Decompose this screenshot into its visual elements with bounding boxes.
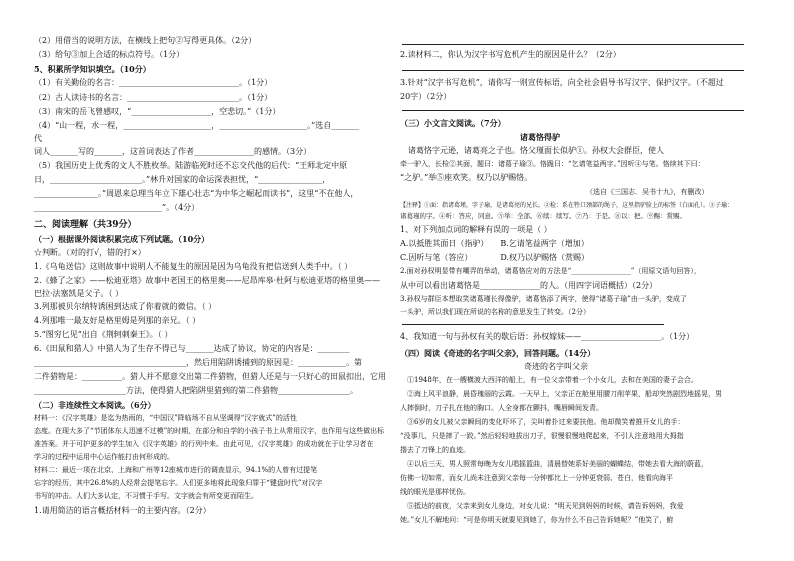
classical-q1-ab: A.以抵胜其面日（指驴） B.乞请笔益两字（增加） — [400, 239, 589, 248]
classical-line3: “之驴。”举⑤座欢笑。权乃以驴赐恪。 — [400, 173, 533, 182]
fill-4b: 代 — [34, 134, 42, 143]
answer-line — [402, 44, 744, 45]
judge-3: 3.列那被贝尔纳特诱困到达成了你着就的微信。（ ） — [34, 302, 217, 311]
answer-line — [402, 324, 664, 325]
story-p4: ④以后三天，男人照常每晚为女儿唱摇篮曲，清晨替她系好美丽的蝴蝶结，带她去看大海的蔚蓝， — [400, 460, 708, 468]
question-3: （3）给句③加上合适的标点符号。（1分） — [34, 50, 185, 59]
fill-5d: ________________________________”。（4分） — [34, 203, 200, 212]
fill-4c: 词人_______写的_______，这首词表达了作者_______________的感情。（3分） — [34, 147, 312, 156]
right-question-2: 2.读材料二，你认为汉字书写危机产生的原因是什么？（2分） — [400, 50, 621, 59]
fill-2: （2）古人读诗书的名言：____________________________。（1分） — [34, 93, 273, 102]
material-1-line4: 学习的过程中运用中心运作能打由何形成的。 — [34, 453, 174, 461]
notes-line2: 诸葛瑾的字。④听：答应，同意。⑤举：全部。⑥续：续写。⑦乃：于是。⑧以：把。⑨赐：赏赐。 — [400, 212, 686, 220]
notes-line1: 【注释】①面：指诸葛瑾，字子瑜，是诸葛亮的兄长。②检：系在牲口颈部的绳子，这里指驴脸上的标签（白面孔）。③子瑜： — [400, 202, 734, 209]
answer-line — [402, 70, 744, 71]
judge-1: 1.《乌龟送信》这则故事中说明人不能复生的原因是因为乌龟没有把信送到人类手中。（ ） — [34, 262, 353, 271]
material-2-line2: 忘字的经历，其中26.8%的人经常会提笔忘字。人们更多地将此现象归罪于“键盘时代”对汉字 — [34, 479, 323, 487]
question-6-line2: ______________________________________，然后用陷阱诱捕到的原因是：____________。第 — [34, 358, 362, 367]
question-6-line3: 二件猎物是：__________。猎人并不愿意交出第二件猎物，但猎人还是与一只好心的田鼠扣出，它用 — [34, 372, 386, 381]
right-question-3-cont: 20字）（2分） — [400, 92, 452, 101]
material-1-line2: 态度。在现大多了“节团体东人迅速不过模”的时期，在部分和自学的小孩子书上从常用汉字，也作用与这些做出标 — [34, 427, 385, 435]
story-p3-cont: “没事儿，只是摔了一跤。”然后轻轻地拔出刀子，很慢很慢地爬起来，不引人注意地用大拇指 — [400, 432, 684, 440]
judge-5: 5.“图穷匕见”出自《荆轲刺秦王》。（ ） — [34, 330, 173, 339]
classical-q1: 1、对下列加点词的解释有误的一项是（ ） — [400, 225, 552, 234]
classical-q3: 3.孙权与群臣本想取笑诸葛瑾长得像驴，诸葛恪添了两字，使得“诸葛子瑜”由一头驴，变成了 — [400, 295, 687, 303]
classical-source: （选自《三国志．吴书十九》，有删改） — [586, 188, 709, 196]
material-1-line1: 材料一：《汉字英雄》是迄为热雨的，“中国汉”降临场不自从坚调得“汉字就式”的活性 — [34, 414, 297, 422]
material-2-line1: 材料二：最近一项在北京、上海和广州等12座城市进行的调查显示，94.1%的人曾有过提笔 — [34, 466, 318, 474]
fill-3: （3）南宋的岳飞曾感叹，“____________________，空悲切。”（1分） — [34, 107, 281, 116]
material-1-line3: 准答案。并于可护更多的学生加入《汉字英雄》的行列中来。由此可见，《汉字英雄》的成功就在于让学习者在 — [34, 440, 374, 448]
section-4-title: （四）阅读《奇迹的名字叫父亲》，回答问题。（14分） — [400, 348, 596, 358]
answer-line — [402, 110, 744, 111]
fill-5a: （5）我国历史上优秀的文人不胜枚举。陆游临死时还不忘交代他的后代：“王师北定中原 — [34, 161, 348, 170]
classical-line1: 诸葛恪字元逊，诸葛亮之子也。恪父瑾面长似驴①。孙权大会群臣，使人 — [400, 146, 664, 155]
fill-1: （1）有关勤俭的名言：______________________________。（1分） — [34, 78, 273, 87]
story-p3-end: 揩去了刀锋上的血迹。 — [400, 446, 470, 454]
section-5-title: 5、积累所学知识填空。（10分） — [34, 64, 151, 74]
story-title: 奇迹的名字叫父亲 — [524, 362, 588, 371]
story-p1: ①1948年，在一艘横渡大西洋的船上，有一位父亲带着一个小女儿，去和在美国的妻子会合。 — [400, 376, 698, 384]
story-p5-cont: 她。”女儿不解地问：“可是你明天就要见到她了，你为什么不自己告诉她呢？”他笑了，俯 — [400, 516, 674, 524]
story-p4-end: 线的眼光是那样忧伤。 — [400, 488, 470, 496]
classical-q2: 2.面对孙权明显带有嘲弄的举动，诸葛恪应对的方法是“_________________”（用原文语句回答）， — [400, 267, 701, 275]
fill-5c: ________________。”周恩来总理当年立下雄心壮志“为中华之崛起而读书”，这里“不在他人， — [34, 189, 359, 198]
story-p2-cont: 人摔倒时，刀子扎在他的胸口。人全身都在颤抖，嘴唇瞬间发青。 — [400, 404, 603, 412]
judge-title: ☆判断。（对的打√，错的打×） — [34, 248, 146, 257]
question-2: （2）用借当的说明方法，在横线上把句②写得更具体。（2分） — [34, 36, 257, 45]
fill-5b: 日，_______________________。”林升对国家的命运深表担忧，“________________， — [34, 175, 331, 184]
part-2-title: 二、阅读理解（共39分） — [34, 220, 137, 230]
story-p4-cont: 仿佛一切如常，而女儿尚未注意到父亲每一分钟都比上一分钟更衰弱、苍白，他看向海平 — [400, 474, 673, 482]
right-question-3: 3.针对“汉字书写危机”，请你写一则宣传标语，向全社会倡导书写汉字、保护汉字。（不超过 — [400, 78, 724, 87]
judge-2-cont: 巴拉·法塞凯是父子。（ ） — [34, 289, 124, 298]
story-p2: ②海上风平浪静，晨昏瑰丽的云霞。一天早上，父亲正在舱里用腰刀削苹果，船却突然剧烈地摇晃，男 — [400, 390, 722, 398]
classical-q1-cd: C.因听与笔（答应） D.权乃以驴赐恪（赏赐） — [400, 253, 590, 262]
material-2-line3: 书写的冲击。人们大多认定，不习惯于手写。文字就会有所变更而陌生。 — [34, 492, 258, 500]
subsection-1-title: （一）根据课外阅读积累完成下列试题。（10分） — [34, 234, 210, 244]
question-6: 6.《田鼠和猎人》中猎人为了生存不得已与_______达成了协议，协定的内容是：________ — [34, 344, 350, 353]
subsection-2-title: （二）非连续性文本阅读。（6分） — [34, 400, 156, 410]
classical-line2: 牵一驴入，长检②其面，题曰：诸葛子瑜③。恪跪曰：“乞请笔益两字。”因听④与笔。恪续其下曰： — [400, 160, 705, 168]
section-3-title: （三）小文言文阅读。（7分） — [400, 118, 506, 128]
judge-2: 2.《蜂了之家》——松迪亚塔》故事中老国王的格里奥——尼昂库皋·杜阿与松迪亚塔的格里奥—— — [34, 276, 381, 285]
fill-4a: （4）“山一程，水一程，______________________，______________________。”选自_______ — [34, 121, 360, 130]
question-summary: 1.请用简洁的语言概括材料一的主要内容。（2分） — [34, 506, 211, 515]
story-p3: ③6岁的女儿被父亲瞬间的变化吓坏了，尖叫着扑过来要扶他。他却微笑着推开女儿的手： — [400, 418, 685, 426]
classical-q2-cont: 从中可以看出诸葛恪是_______________的人。（用四字词语概括）（2分） — [400, 281, 658, 290]
classical-title: 诸葛恪得驴 — [520, 132, 560, 142]
classical-q4: 4、我知道一句与孙权有关的歇后语：孙权嫁妹——____________________。（1分） — [400, 332, 695, 341]
classical-q3-cont: 一头驴，所以我们现在所说的名称的意思发生了转变。（2分） — [400, 308, 590, 316]
judge-4: 4.列那唯一最友好是格里姆是列那的亲兄。（ ） — [34, 316, 201, 325]
story-p5: ⑤抵达的前夜，父亲来到女儿身边，对女儿说：“明天见到妈妈的时候，请告诉妈妈，我爱 — [400, 502, 684, 510]
question-6-line4: _______________________方法，使得猎人把陷阱里猎到的第二件猎物__________________。 — [34, 386, 358, 395]
